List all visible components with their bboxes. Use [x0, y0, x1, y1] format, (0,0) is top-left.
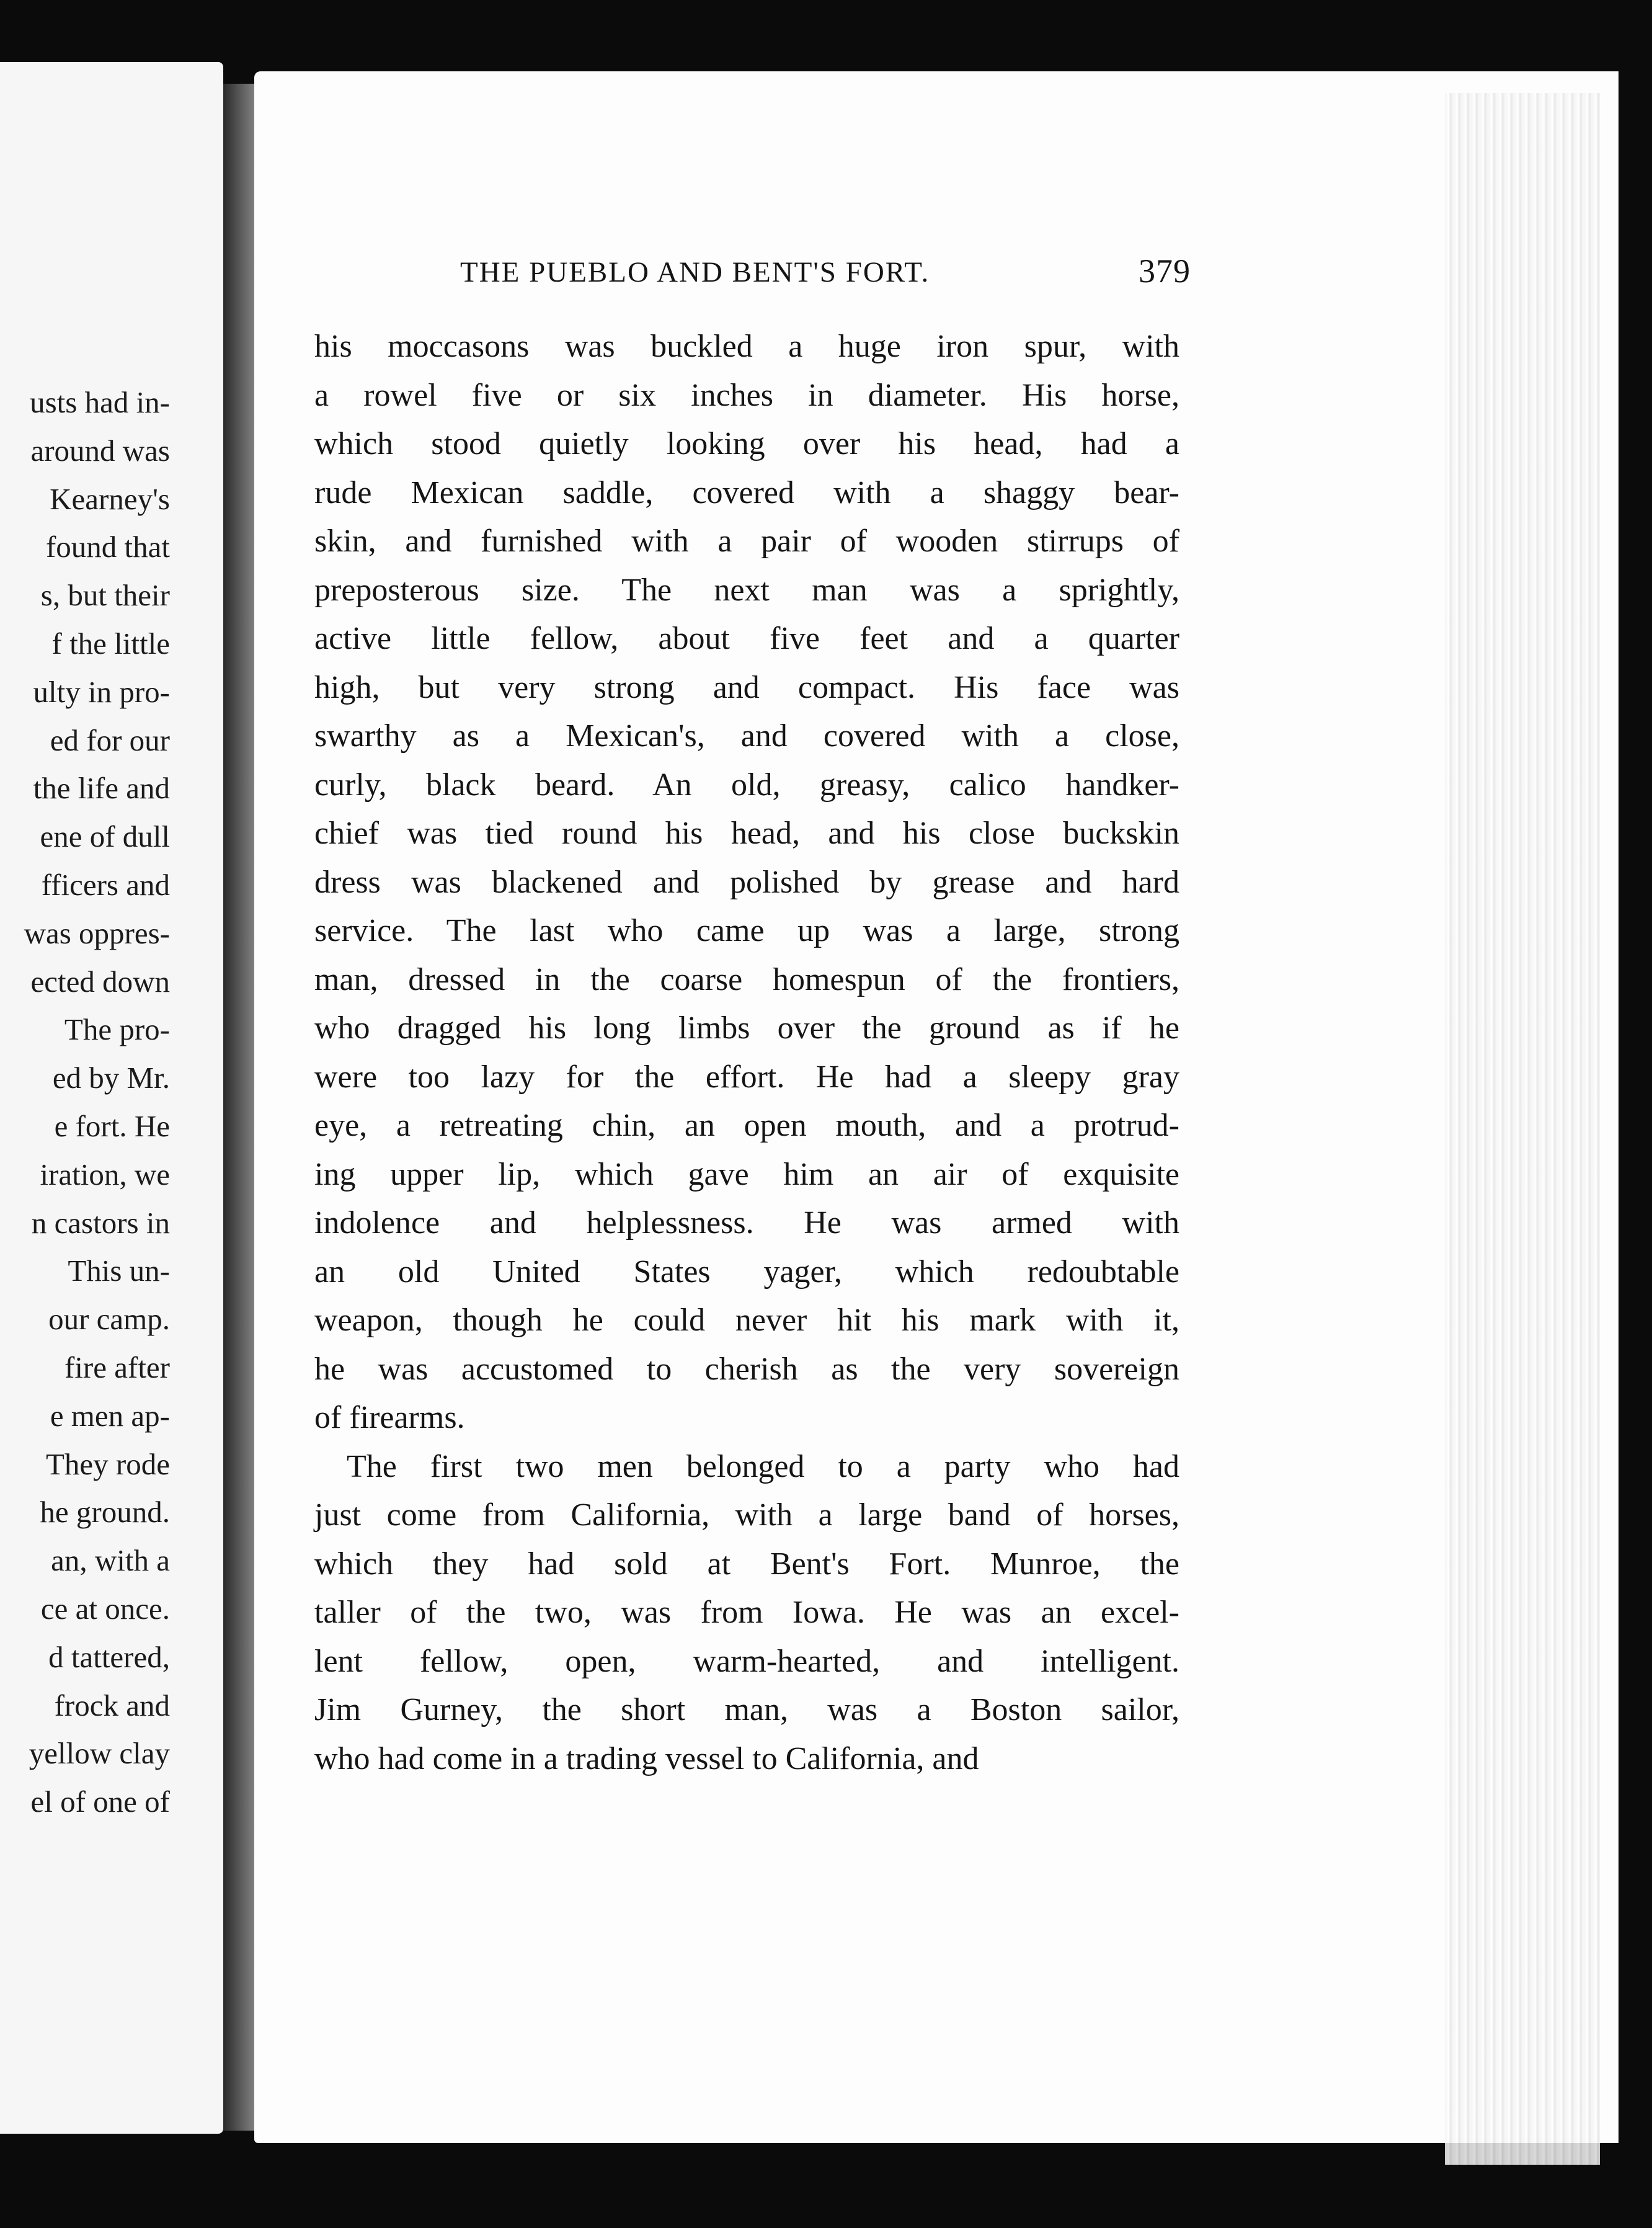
facing-page-line: the life and [33, 771, 170, 806]
text-line: an old United States yager, which redoubtable [314, 1254, 1179, 1290]
facing-page-line: f the little [51, 626, 170, 661]
text-line: which stood quietly looking over his head, had a [314, 426, 1179, 461]
running-head-title: THE PUEBLO AND BENT'S FORT. [460, 256, 930, 288]
facing-page-line: ene of dull [40, 819, 170, 854]
text-line: man, dressed in the coarse homespun of the frontiers, [314, 961, 1179, 997]
facing-page-line: n castors in [31, 1205, 170, 1240]
text-line: eye, a retreating chin, an open mouth, and a protrud- [314, 1108, 1179, 1143]
text-line: ing upper lip, which gave him an air of exquisite [314, 1156, 1179, 1192]
facing-page-line: ed by Mr. [52, 1061, 170, 1095]
text-line: curly, black beard. An old, greasy, calico handker- [314, 767, 1179, 803]
text-line: dress was blackened and polished by grease and hard [314, 864, 1179, 900]
facing-page-line: found that [45, 530, 170, 564]
text-line: just come from California, with a large band of horses, [314, 1497, 1179, 1533]
facing-page-line: el of one of [30, 1785, 170, 1819]
facing-page-line: e fort. He [54, 1108, 170, 1143]
facing-page-left [0, 62, 223, 2134]
text-line: he was accustomed to cherish as the very sovereign [314, 1351, 1179, 1387]
text-line: weapon, though he could never hit his mark with it, [314, 1303, 1179, 1338]
page-number: 379 [1139, 252, 1191, 290]
facing-page-line: he ground. [40, 1495, 170, 1530]
facing-page-line: our camp. [48, 1302, 170, 1337]
facing-page-text [24, 378, 170, 1826]
facing-page-line: d tattered, [48, 1639, 170, 1674]
text-line: of firearms. [314, 1400, 465, 1435]
facing-page-line: iration, we [40, 1157, 170, 1192]
text-line: who had come in a trading vessel to California, and [314, 1740, 979, 1776]
paragraph [314, 1443, 1179, 1784]
text-line: preposterous size. The next man was a sprightly, [314, 572, 1179, 608]
facing-page-line: ed for our [50, 723, 170, 757]
text-line: Jim Gurney, the short man, was a Boston sailor, [314, 1692, 1179, 1727]
facing-page-line: s, but their [40, 578, 170, 613]
facing-page-line: The pro- [64, 1012, 170, 1047]
facing-page-line: yellow clay [29, 1736, 170, 1771]
text-line: taller of the two, was from Iowa. He was an excel- [314, 1595, 1179, 1630]
text-line: active little fellow, about five feet and a quarter [314, 621, 1179, 656]
text-line: chief was tied round his head, and his close buckskin [314, 816, 1179, 851]
facing-page-line: an, with a [51, 1543, 170, 1578]
text-line: who dragged his long limbs over the ground as if he [314, 1010, 1179, 1046]
facing-page-line: This un- [68, 1254, 170, 1288]
body-text [314, 323, 1179, 1783]
facing-page-line: They rode [46, 1446, 170, 1481]
facing-page-line: Kearney's [50, 481, 170, 516]
facing-page-line: e men ap- [50, 1398, 170, 1433]
running-head [460, 252, 1191, 299]
facing-page-line: ected down [30, 964, 170, 999]
facing-page-line: ulty in pro- [33, 674, 170, 709]
text-line: his moccasons was buckled a huge iron spur, with [314, 329, 1179, 364]
facing-page-line: fficers and [41, 867, 170, 902]
facing-page-line: usts had in- [30, 385, 170, 419]
facing-page-line: ce at once. [40, 1591, 170, 1626]
text-line: high, but very strong and compact. His face was [314, 669, 1179, 705]
text-line: indolence and helplessness. He was armed with [314, 1205, 1179, 1241]
text-line: service. The last who came up was a large, strong [314, 913, 1179, 948]
text-line: rude Mexican saddle, covered with a shaggy bear- [314, 475, 1179, 510]
text-line: were too lazy for the effort. He had a sleepy gray [314, 1059, 1179, 1095]
facing-page-line: around was [30, 433, 170, 468]
facing-page-line: fire after [64, 1350, 170, 1384]
facing-page-line: frock and [54, 1688, 170, 1722]
facing-page-line: was oppres- [24, 916, 170, 950]
text-line: skin, and furnished with a pair of wooden stirrups of [314, 524, 1179, 559]
text-line: a rowel five or six inches in diameter. His horse, [314, 377, 1179, 413]
paragraph [314, 323, 1179, 1443]
text-line: which they had sold at Bent's Fort. Munroe, the [314, 1546, 1179, 1582]
text-line: lent fellow, open, warm-hearted, and intelligent. [314, 1643, 1179, 1679]
page-edges [1445, 93, 1600, 2165]
text-line: The first two men belonged to a party who had [347, 1448, 1179, 1484]
text-line: swarthy as a Mexican's, and covered with a close, [314, 718, 1179, 754]
